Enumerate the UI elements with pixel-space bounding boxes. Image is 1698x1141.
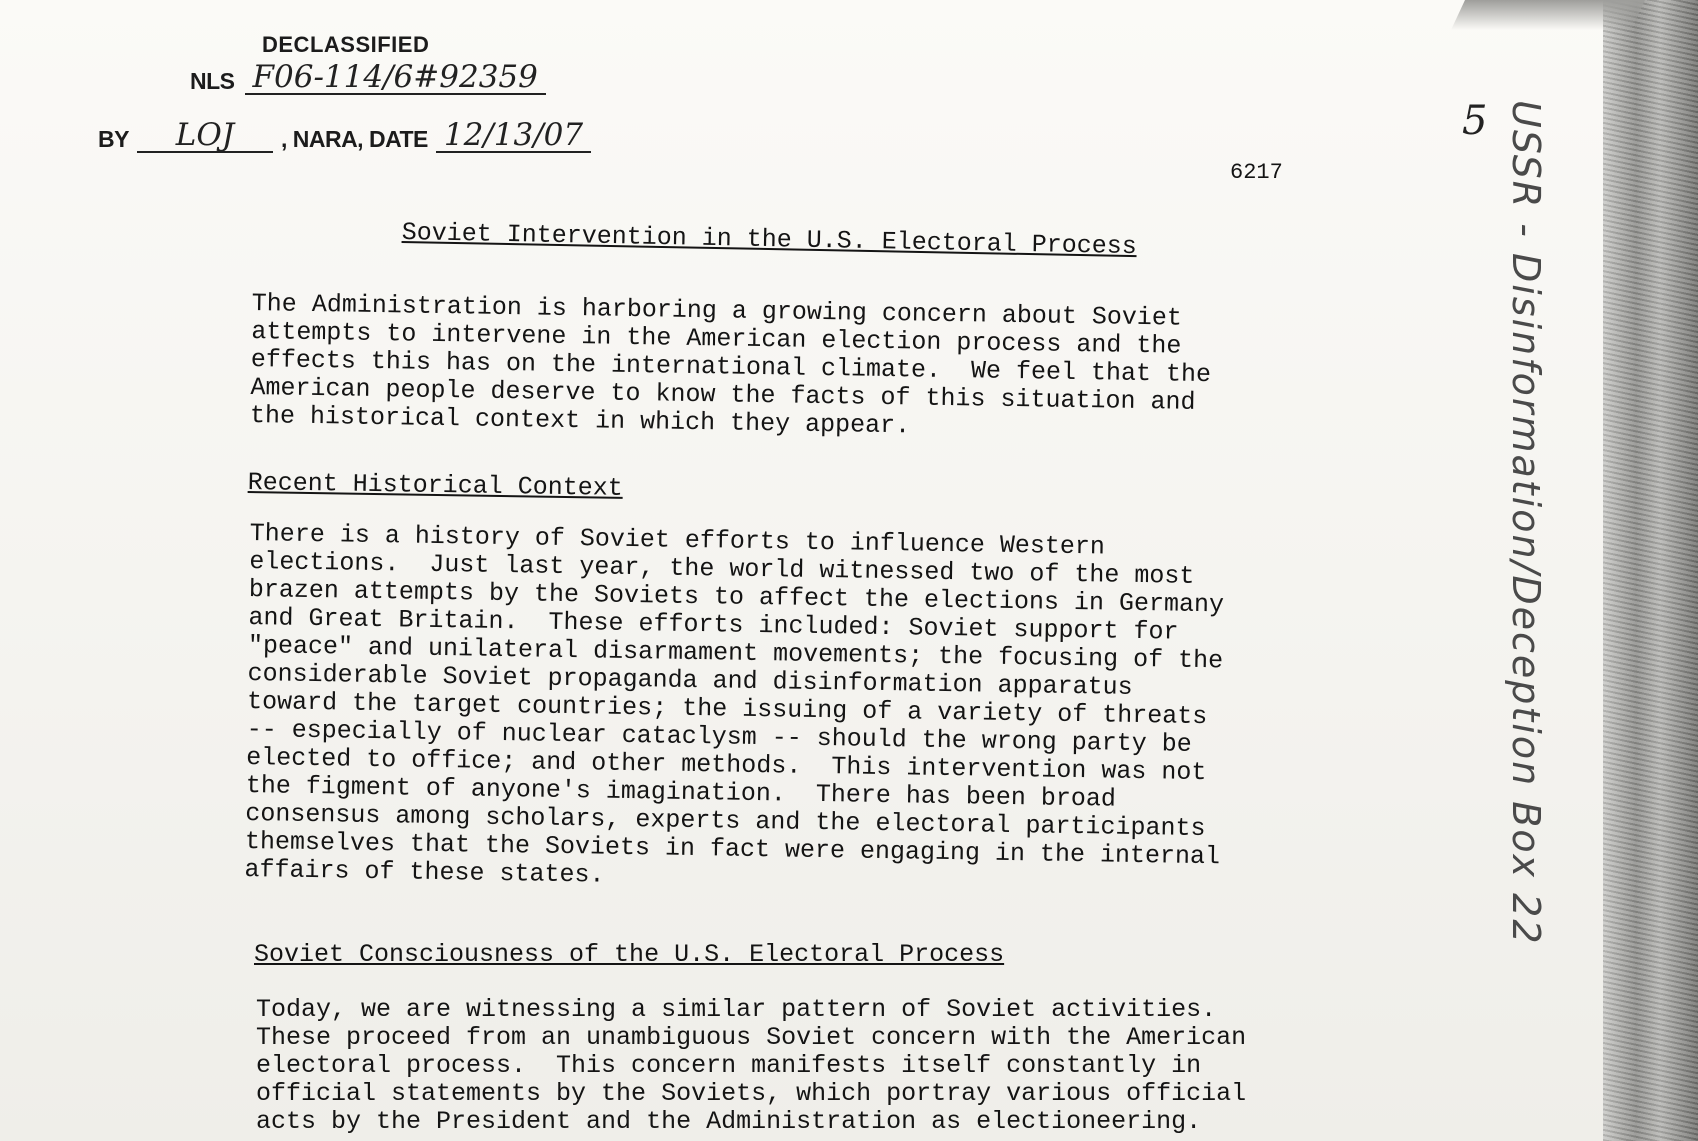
section-heading-historical-context: Recent Historical Context <box>247 468 624 503</box>
handwritten-page-number: 5 <box>1462 98 1488 144</box>
by-label: BY <box>98 126 129 152</box>
scanned-page-edge <box>1603 0 1698 1141</box>
date-value: 12/13/07 <box>436 120 591 153</box>
intro-paragraph: The Administration is harboring a growing concern about Soviet attempts to intervene in the American election process and the effects this has on the international climate. We feel that the American people deserve to know the facts of this situation and the historical context in which they appear. <box>249 289 1212 441</box>
section-paragraph-historical-context: There is a history of Soviet efforts to influence Western elections. Just last year, the world witnessed two of the most brazen attempts by the Soviets to affect the elections in Germany and Great Britain. These efforts included: Soviet support for "peace" and unilateral disarmament movements; the focusing of the considerable Soviet propaganda and disinformation apparatus toward the target countries; the issuing of a variety of threats -- especially of nuclear cataclysm -- should the wrong party be elected to office; and other methods. This intervention was not the figment of anyone's imagination. There has been broad consensus among scholars, experts and the electoral participants themselves that the Soviets in fact were engaging in the internal affairs of these states. <box>244 519 1225 890</box>
document-title: Soviet Intervention in the U.S. Electoral Process <box>401 218 1137 262</box>
nls-value: F06-114/6#92359 <box>245 62 546 95</box>
handwritten-margin-note: USSR - Disinformation/Deception Box 22 <box>1504 100 1548 946</box>
section-paragraph-soviet-consciousness: Today, we are witnessing a similar pattern of Soviet activities. These proceed from an unambiguous Soviet concern with the American electoral process. This concern manifests itself constantly in official statements by the Soviets, which portray various official acts by the President and the Administration as electioneering. <box>256 995 1247 1136</box>
nls-label: NLS <box>190 68 235 94</box>
declassified-stamp-nls-row <box>190 59 546 95</box>
section-heading-soviet-consciousness: Soviet Consciousness of the U.S. Electoral Process <box>254 940 1005 969</box>
by-value: LOJ <box>137 120 273 153</box>
declassified-stamp-by-row <box>98 117 591 153</box>
nara-date-label: , NARA, DATE <box>280 126 428 152</box>
scanned-corner-shadow <box>1451 0 1645 30</box>
document-number: 6217 <box>1230 160 1283 185</box>
declassified-stamp-title: DECLASSIFIED <box>262 32 430 57</box>
